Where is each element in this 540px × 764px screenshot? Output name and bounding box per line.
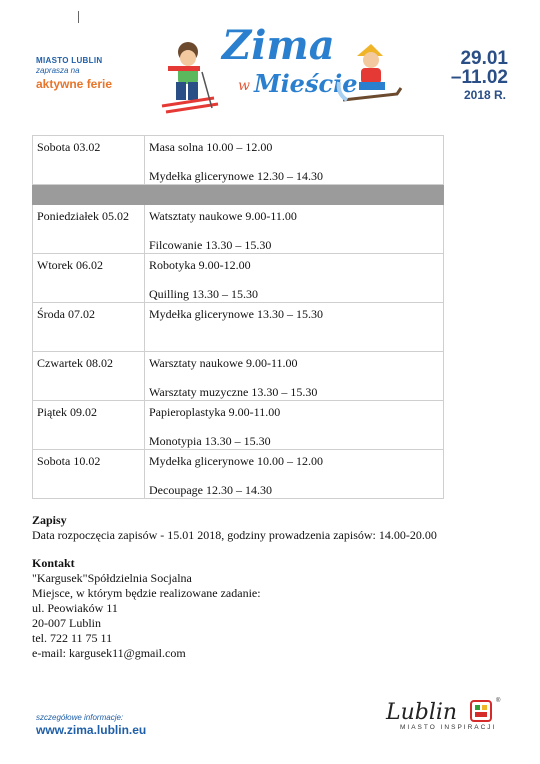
logo-miescie: Mieście: [254, 69, 358, 98]
org-tagline: aktywne ferie: [36, 77, 113, 91]
day-cell: Czwartek 08.02: [33, 352, 145, 401]
activities-cell: [145, 352, 444, 401]
brand-lublin-logo: Lublin: [386, 700, 458, 725]
kontakt-name: "Kargusek"Spółdzielnia Socjalna: [32, 571, 192, 585]
kontakt-city: 20-007 Lublin: [32, 616, 101, 630]
kontakt-street: ul. Peowiaków 11: [32, 601, 118, 615]
table-row: [33, 352, 444, 401]
activities-cell: [145, 303, 444, 352]
table-row: [33, 136, 444, 185]
lublin-emblem-icon: [470, 700, 492, 722]
activities-cell: [145, 254, 444, 303]
table-row: [33, 205, 444, 254]
activity: Masa solna 10.00 – 12.00: [149, 140, 273, 154]
activity: Mydełka glicerynowe 12.30 – 14.30: [149, 169, 323, 183]
kontakt-place: Miejsce, w którym będzie realizowane zadanie:: [32, 586, 261, 600]
org-invites-label: zaprasza na: [36, 66, 80, 75]
org-city-label: MIASTO LUBLIN: [36, 56, 103, 65]
day-cell: Środa 07.02: [33, 303, 145, 352]
table-row: [33, 303, 444, 352]
table-row: [33, 450, 444, 499]
activity: Mydełka glicerynowe 13.30 – 15.30: [149, 307, 323, 321]
kontakt-phone: tel. 722 11 75 11: [32, 631, 113, 645]
date-end: –11.02: [450, 67, 508, 88]
day-cell: Sobota 03.02: [33, 136, 145, 185]
separator-cell: [33, 185, 145, 205]
skier-boy-illustration: [158, 38, 222, 116]
kontakt-section: [32, 556, 261, 661]
activity: Quilling 13.30 – 15.30: [149, 287, 259, 301]
zapisy-section: [32, 513, 437, 543]
day-cell: Piątek 09.02: [33, 401, 145, 450]
footer-url-link[interactable]: www.zima.lublin.eu: [36, 723, 147, 737]
activities-cell: [145, 205, 444, 254]
activities-cell: [145, 136, 444, 185]
zapisy-title: Zapisy: [32, 513, 67, 527]
activity: Filcowanie 13.30 – 15.30: [149, 238, 272, 252]
activity: Monotypia 13.30 – 15.30: [149, 434, 271, 448]
day-cell: Poniedziałek 05.02: [33, 205, 145, 254]
kontakt-title: Kontakt: [32, 556, 75, 570]
sledding-boy-illustration: [335, 42, 409, 114]
schedule-table: [32, 135, 444, 499]
activity: Decoupage 12.30 – 14.30: [149, 483, 272, 497]
activity: Watsztaty naukowe 9.00-11.00: [149, 209, 297, 223]
registered-mark: ®: [496, 698, 501, 704]
logo-w: w: [238, 78, 250, 94]
activity: Mydełka glicerynowe 10.00 – 12.00: [149, 454, 323, 468]
brand-tagline: MIASTO INSPIRACJI: [400, 724, 497, 731]
day-cell: Wtorek 06.02: [33, 254, 145, 303]
activity: Warsztaty naukowe 9.00-11.00: [149, 356, 298, 370]
activity: Papieroplastyka 9.00-11.00: [149, 405, 281, 419]
table-row: [33, 401, 444, 450]
date-start: 29.01: [460, 48, 508, 69]
activity: Robotyka 9.00-12.00: [149, 258, 251, 272]
separator-row: [33, 185, 444, 205]
activities-cell: [145, 401, 444, 450]
activity: Warsztaty muzyczne 13.30 – 15.30: [149, 385, 318, 399]
kontakt-email: e-mail: kargusek11@gmail.com: [32, 646, 186, 660]
date-year: 2018 R.: [463, 88, 506, 102]
zapisy-text: Data rozpoczęcia zapisów - 15.01 2018, godziny prowadzenia zapisów: 14.00-20.00: [32, 528, 437, 542]
table-row: [33, 254, 444, 303]
footer-more-info: szczegółowe informacje:: [36, 713, 124, 722]
day-cell: Sobota 10.02: [33, 450, 145, 499]
separator-cell: [145, 185, 444, 205]
text-cursor-mark: [78, 11, 79, 23]
logo-zima: Zima: [222, 22, 335, 69]
activities-cell: [145, 450, 444, 499]
